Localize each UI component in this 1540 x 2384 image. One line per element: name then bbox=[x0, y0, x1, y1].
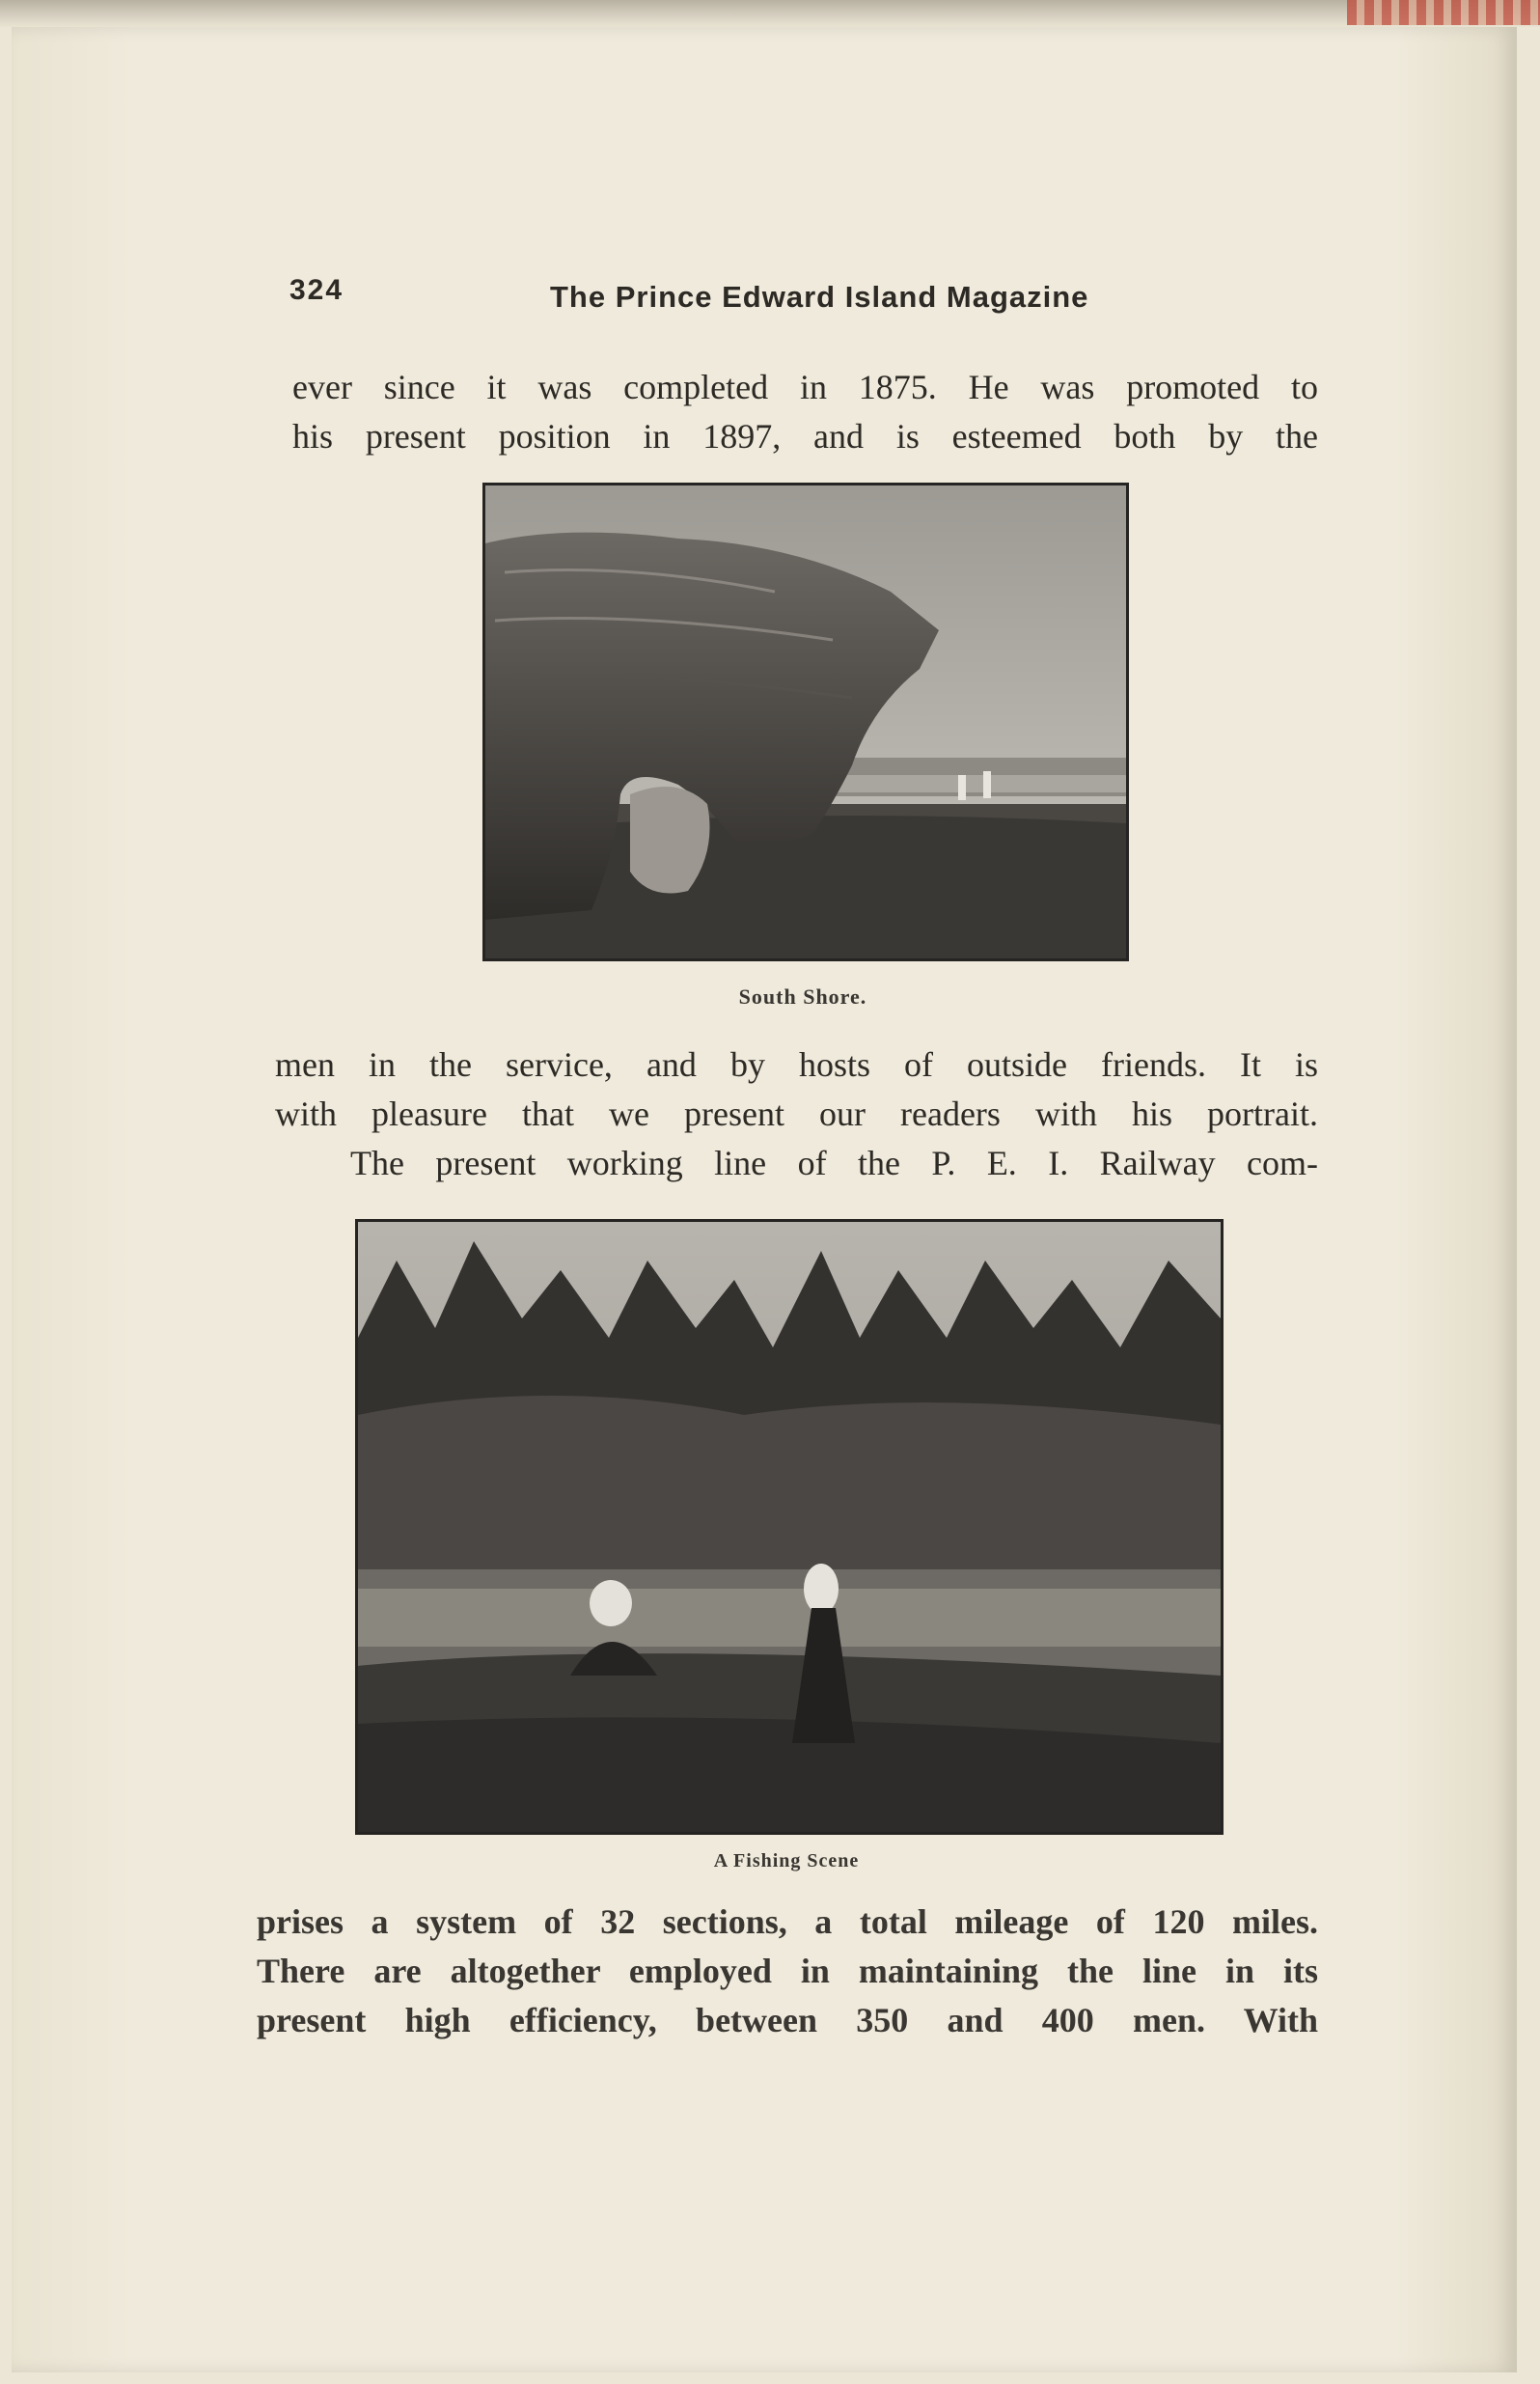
text-line: his present position in 1897, and is esteemed both by the bbox=[292, 417, 1318, 456]
book-top-edge bbox=[0, 0, 1540, 27]
rock-arch-illustration bbox=[485, 485, 1126, 958]
text-line: with pleasure that we present our readers with his portrait. bbox=[275, 1095, 1318, 1133]
page-number: 324 bbox=[289, 274, 344, 306]
paragraph-continuation bbox=[292, 363, 1318, 461]
paragraph-body bbox=[257, 1898, 1318, 2045]
text-line: present high efficiency, between 350 and 400 men. With bbox=[257, 2001, 1318, 2039]
fishing-scene-photo bbox=[355, 1219, 1224, 1835]
text-line: There are altogether employed in maintaining the line in its bbox=[257, 1952, 1318, 1990]
photo-caption: A Fishing Scene bbox=[713, 1850, 860, 1871]
south-shore-photo bbox=[482, 483, 1129, 961]
running-head bbox=[289, 274, 1158, 322]
text-line: ever since it was completed in 1875. He was promoted to bbox=[292, 368, 1318, 406]
text-line: The present working line of the P. E. I. Railway com- bbox=[350, 1144, 1318, 1182]
paragraph-body bbox=[275, 1040, 1318, 1188]
magazine-title: The Prince Edward Island Magazine bbox=[550, 280, 1089, 314]
fishing-scene-illustration bbox=[358, 1222, 1221, 1832]
text-line: prises a system of 32 sections, a total mileage of 120 miles. bbox=[257, 1902, 1318, 1941]
photo-caption: South Shore. bbox=[738, 984, 867, 1009]
text-line: men in the service, and by hosts of outside friends. It is bbox=[275, 1045, 1318, 1084]
